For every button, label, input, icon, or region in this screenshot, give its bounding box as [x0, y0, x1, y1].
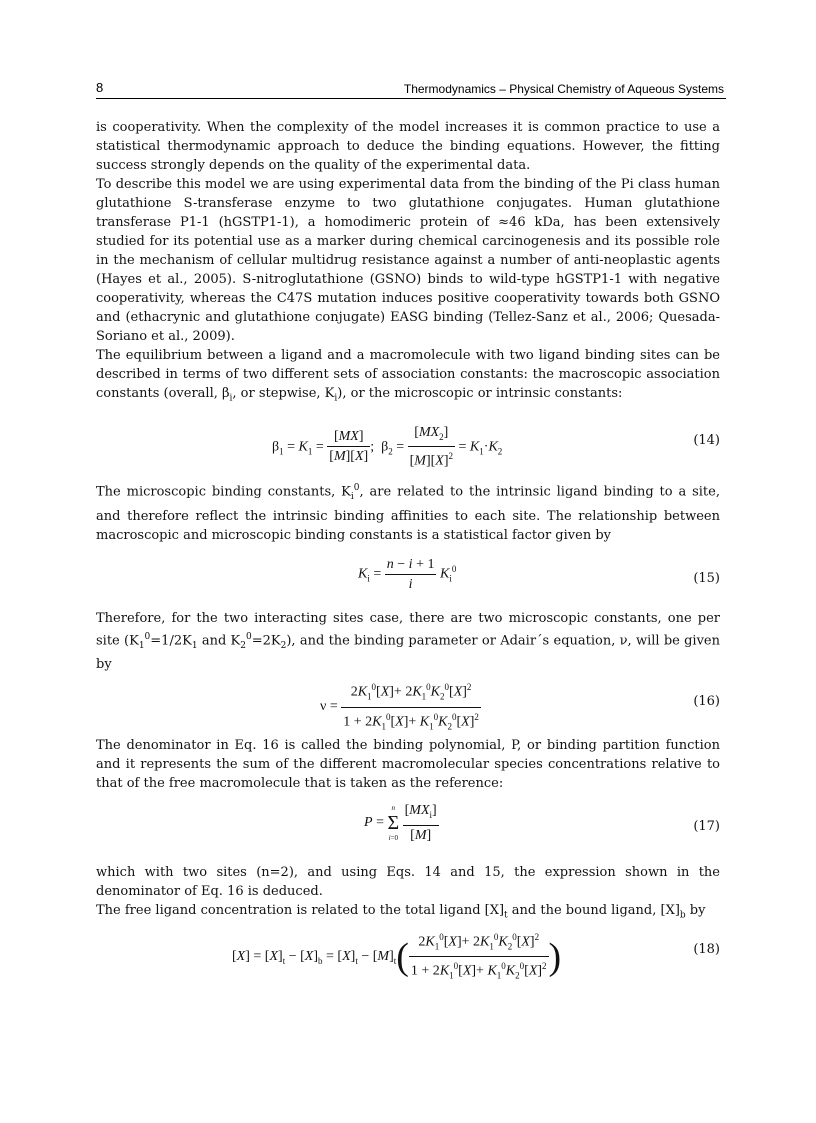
equation-18: $[X] = [X]_t - [X]_b = [X]_t - [M]_t$( $\frac{2K_1^0[X]+ 2K_1^0K_2^0[X]^2}{1 + 2K_1^0[X]+ K_1^0K_2^0[X]^2}$ ) (18) — [96, 926, 720, 986]
paragraph-5: Therefore, for the two interacting sites case, there are two microscopic constants, one per site ($K_1^0=1/2K_1$ and $K_2^0=2K_2$), and the binding parameter or Adair´s equation, ν, will be given by — [96, 610, 721, 673]
paragraph-7: which with two sites (n=2), and using Eqs. 14 and 15, the expression shown in the denominator of Eq. 16 is deduced. — [96, 865, 720, 900]
paragraph-6: The denominator in Eq. 16 is called the binding polynomial, P, or binding partition function and it represents the sum of the different macromolecular species concentrations relative to that of the free macromolecule that is taken as the reference: — [96, 738, 720, 792]
equation-15: $K_i$ = $\frac{n - i + 1}{i}$ $K_i^0$ (15) — [358, 556, 720, 592]
paragraph-2: To describe this model we are using experimental data from the binding of the Pi class human glutathione S-transferase enzyme to two glutathione conjugates. Human glutathione transferase P1-1 (hGSTP1-1), a homodimeric protein of ≈46 kDa, has been extensively studied for its potential use as a marker during chemical carcinogenesis and its possible role in the mechanism of cellular multidrug resistance against a number of anti-neoplastic agents (Hayes et al., 2005). S-nitroglutathione (GSNO) binds to wild-type hGSTP1-1 with negative cooperativity, whereas the C47S mutation induces positive cooperativity towards both GSNO and (ethacrynic and glutathione conjugate) EASG binding (Tellez-Sanz et al., 2006; Quesada-Soriano et al., 2009). — [96, 177, 720, 344]
equation-14: $\beta_1 = K_1$ = $\frac{[MX]}{[M][X]}$ ; $\beta_2$ = $\frac{[MX_2]}{[M][X]^2}$ = $K_1\cdot K_2$ (14) — [272, 424, 720, 470]
equation-17-number: (17) — [693, 819, 720, 835]
paragraph-3: The equilibrium between a ligand and a macromolecule with two ligand binding sites can be described in terms of two different sets of association constants: the macroscopic association constants (overall, $\beta_i$, or stepwise, $K_i$), or the microscopic or intrinsic constants: — [96, 348, 720, 404]
equation-14-number: (14) — [693, 432, 720, 448]
running-title: Thermodynamics – Physical Chemistry of Aqueous Systems — [403, 82, 724, 96]
equation-18-number: (18) — [693, 942, 720, 958]
paragraph-4: The microscopic binding constants, $K_i^0$, are related to the intrinsic ligand binding to a site, and therefore reflect the intrinsic binding affinities to each site. The relationship between macroscopic and microscopic binding constants is a statistical factor given by — [96, 482, 720, 543]
body-text — [96, 118, 720, 986]
paragraph-8: The free ligand concentration is related to the total ligand $[X]_t$ and the bound ligand, $[X]_b$ by — [96, 903, 706, 922]
paragraph-1: is cooperativity. When the complexity of the model increases it is common practice to use a statistical thermodynamic approach to deduce the binding equations. However, the fitting success strongly depends on the quality of the experimental data. — [96, 120, 720, 173]
equation-16-number: (16) — [693, 694, 720, 710]
page-number: 8 — [96, 80, 104, 95]
equation-15-number: (15) — [693, 570, 720, 586]
equation-17: P = n Σ i=0 $\frac{[MX_i]}{[M]}$ (17) — [364, 803, 720, 844]
equation-16: ν = $\frac{2K_1^0[X]+ 2K_1^0K_2^0[X]^2}{1 + 2K_1^0[X]+ K_1^0K_2^0[X]^2}$ (16) — [96, 674, 720, 736]
page-header — [96, 78, 726, 99]
